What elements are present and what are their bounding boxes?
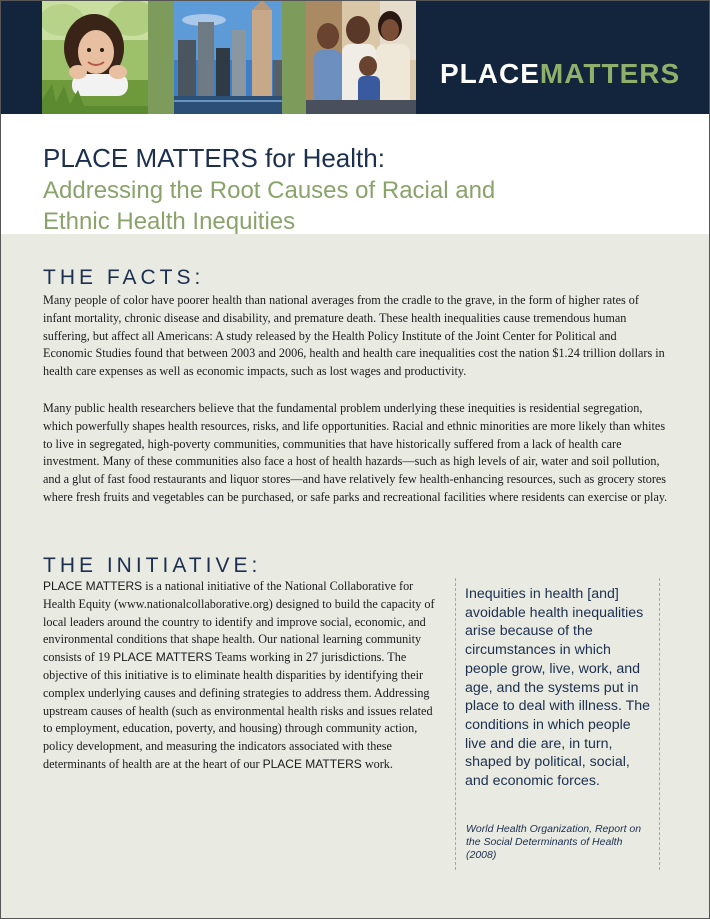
facts-paragraph-1: Many people of color have poorer health than national averages from the cradle to the grave, in the form of higher rates of infant mortality, chronic disease and disability, and premature death. These health inequalities cause tremendous human suffering, but affect all Americans: A study released by the Health Policy Institute of the Joint Center for Political and Economic Studies found that between 2003 and 2006, health and health care inequalities cost the nation $1.24 trillion dollars in health care expenses as well as economic impacts, such as lost wages and productivity. [43,293,665,379]
pull-quote: Inequities in health [and] avoidable health inequalities arise because of the circumstances in which people grow, live, work, and age, and the systems put in place to deal with illness. The conditions in which people live and die are, in turn, shaped by political, social, and economic forces. [465,586,651,790]
initiative-text-2: Teams working in 27 jurisdictions. The objective of this initiative is to eliminate health disparities by identifying their complex underlying causes and defining strategies to address them. Addressing upstream causes of health (such as environmental health risks and issues related to employment, education, poverty, and housing) through community action, policy development, and measuring the indicators associated with these determinants of health are at the heart of our [43,650,433,771]
place-matters-name-2: PLACE MATTERS [113,650,213,665]
initiative-text-1: is a national initiative of the National Collaborative for Health Equity (www.nationalcollaborative.org) designed to build the capacity of local leaders around the country to identify and improve social, economic, and environmental conditions that shape health. Our national learning community consists of 19 [43,579,435,665]
logo-part-matters: MATTERS [539,58,681,89]
logo-part-place: PLACE [440,58,540,89]
initiative-text-3: work. [361,756,393,771]
page-subtitle: Addressing the Root Causes of Racial and Ethnic Health Inequities [43,177,496,235]
page-title: PLACE MATTERS for Health: [43,143,385,173]
initiative-heading: THE INITIATIVE: [43,554,262,577]
quote-citation: World Health Organization, Report on the Social Determinants of Health (2008) [466,823,642,861]
facts-paragraph-2: Many public health researchers believe that the fundamental problem underlying these inequities is residential segregation, which powerfully shapes health resources, risks, and life opportunities. Racial and ethnic minorities are more likely than whites to live in segregated, high-poverty communities, communities that have historically suffered from a lack of health care investment. Many of these communities also face a host of health hazards—such as high levels of air, water and soil pollution, and a glut of fast food restaurants and liquor stores—and have relatively few health-enhancing resources, such as grocery stores where fresh fruits and vegetables can be purchased, or safe parks and recreational facilities where residents can exercise or play. [43,401,668,504]
place-matters-name: PLACE MATTERS [43,579,143,593]
facts-heading: THE FACTS: [43,266,205,289]
place-matters-name-3: PLACE MATTERS [262,756,362,771]
